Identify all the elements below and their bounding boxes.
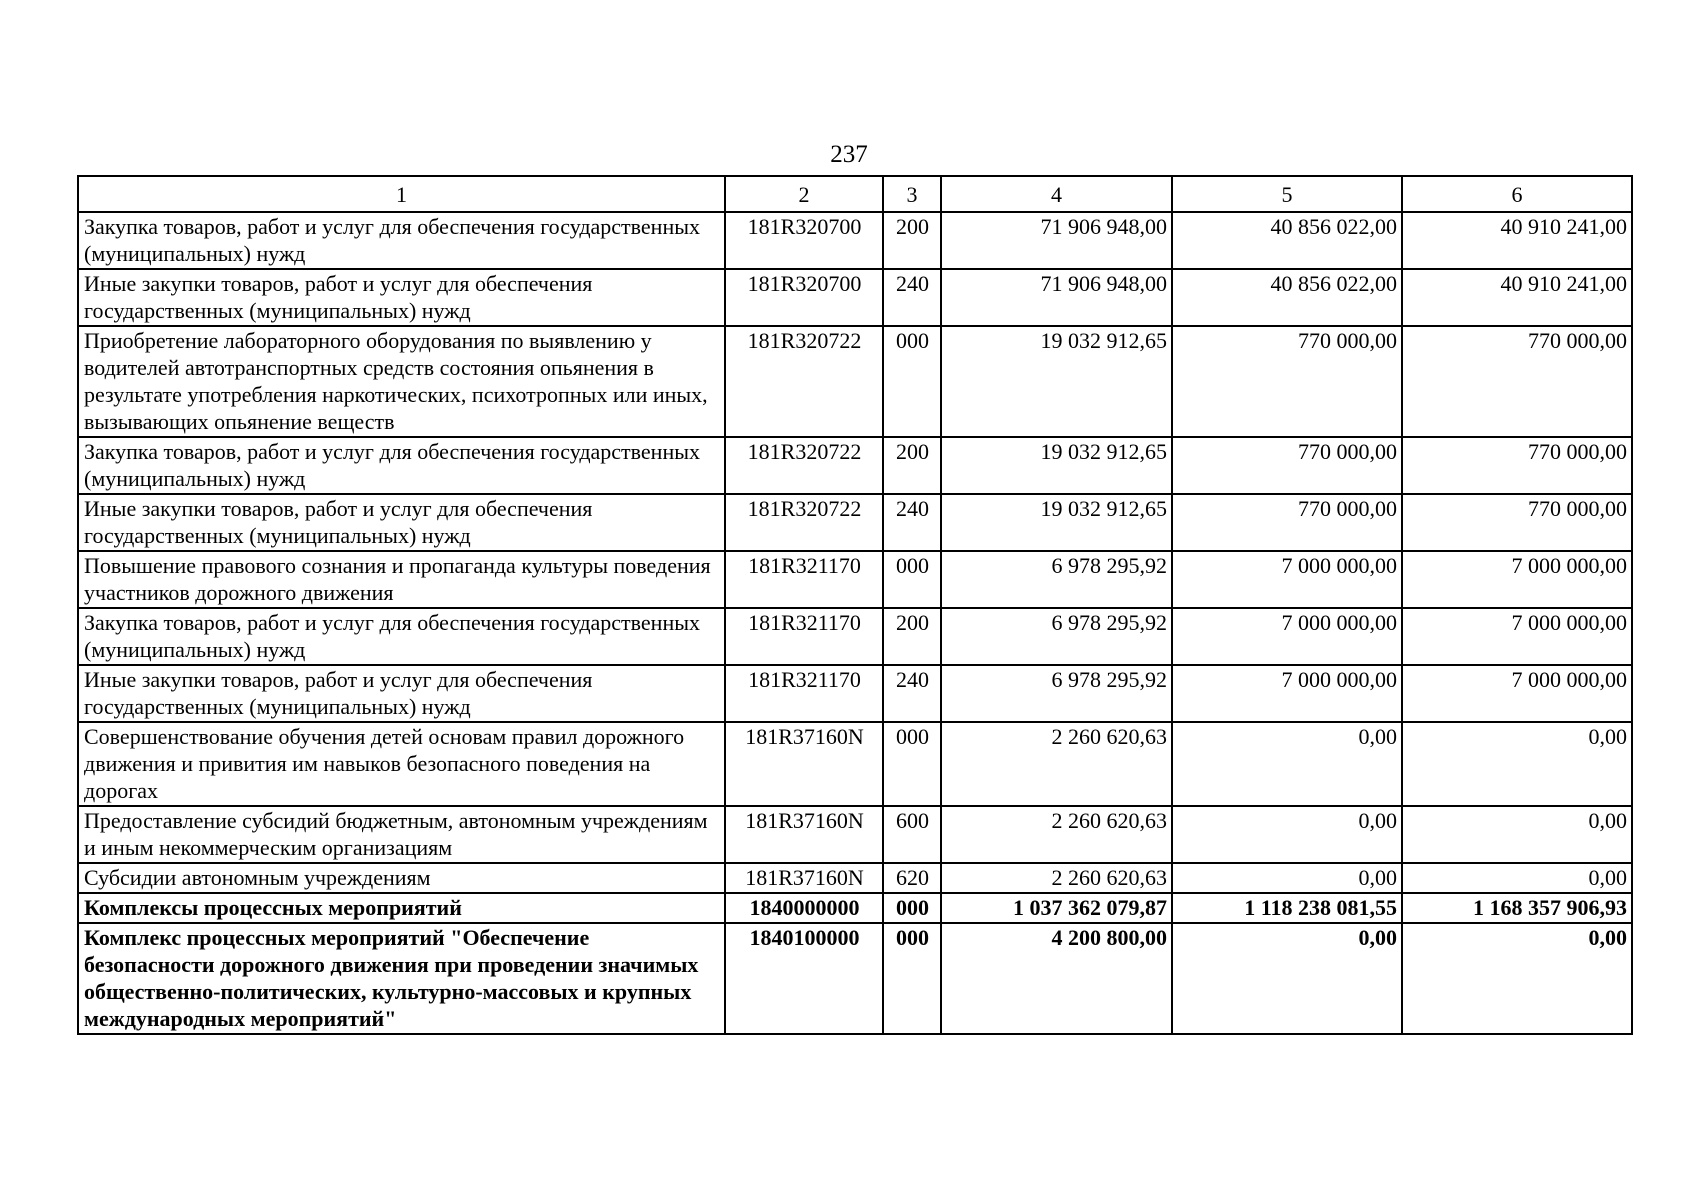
row-value-col6-cell: 7 000 000,00 (1402, 608, 1632, 665)
row-name-cell: Комплекс процессных мероприятий "Обеспечение безопасности дорожного движения при проведении значимых общественно-политических, культурно-массовых и крупных международных мероприятий" (78, 923, 725, 1034)
table-body (78, 212, 1632, 1034)
table-row (78, 551, 1632, 608)
table-row (78, 608, 1632, 665)
row-value-col4-cell: 2 260 620,63 (941, 722, 1172, 806)
row-type-cell: 620 (883, 863, 941, 893)
row-value-col5-cell: 40 856 022,00 (1172, 212, 1402, 269)
row-value-col5-cell: 0,00 (1172, 722, 1402, 806)
row-type-cell: 240 (883, 665, 941, 722)
table-row (78, 863, 1632, 893)
table-row (78, 212, 1632, 269)
row-value-col4-cell: 19 032 912,65 (941, 494, 1172, 551)
row-value-col6-cell: 7 000 000,00 (1402, 551, 1632, 608)
row-value-col4-cell: 71 906 948,00 (941, 269, 1172, 326)
row-code-cell: 1840100000 (725, 923, 883, 1034)
row-type-cell: 240 (883, 494, 941, 551)
row-code-cell: 181R320722 (725, 437, 883, 494)
row-value-col4-cell: 2 260 620,63 (941, 806, 1172, 863)
row-name-cell: Иные закупки товаров, работ и услуг для обеспечения государственных (муниципальных) нужд (78, 269, 725, 326)
row-type-cell: 200 (883, 608, 941, 665)
row-name-cell: Закупка товаров, работ и услуг для обеспечения государственных (муниципальных) нужд (78, 212, 725, 269)
table-row (78, 923, 1632, 1034)
table-row (78, 494, 1632, 551)
row-name-cell: Иные закупки товаров, работ и услуг для обеспечения государственных (муниципальных) нужд (78, 665, 725, 722)
header-row (78, 176, 1632, 212)
row-value-col6-cell: 7 000 000,00 (1402, 665, 1632, 722)
row-value-col5-cell: 0,00 (1172, 863, 1402, 893)
row-value-col4-cell: 4 200 800,00 (941, 923, 1172, 1034)
row-name-cell: Закупка товаров, работ и услуг для обеспечения государственных (муниципальных) нужд (78, 608, 725, 665)
row-code-cell: 1840000000 (725, 893, 883, 923)
row-type-cell: 200 (883, 212, 941, 269)
row-code-cell: 181R321170 (725, 665, 883, 722)
row-value-col4-cell: 19 032 912,65 (941, 326, 1172, 437)
row-type-cell: 240 (883, 269, 941, 326)
row-value-col4-cell: 6 978 295,92 (941, 665, 1172, 722)
row-value-col5-cell: 770 000,00 (1172, 437, 1402, 494)
header-col-2: 2 (725, 176, 883, 212)
row-value-col6-cell: 0,00 (1402, 722, 1632, 806)
table-row (78, 269, 1632, 326)
table-row (78, 806, 1632, 863)
table-row (78, 893, 1632, 923)
table-row (78, 722, 1632, 806)
row-code-cell: 181R321170 (725, 551, 883, 608)
row-value-col4-cell: 71 906 948,00 (941, 212, 1172, 269)
row-code-cell: 181R37160N (725, 863, 883, 893)
row-value-col5-cell: 40 856 022,00 (1172, 269, 1402, 326)
row-value-col5-cell: 770 000,00 (1172, 326, 1402, 437)
header-col-4: 4 (941, 176, 1172, 212)
page-number: 237 (830, 141, 868, 168)
row-type-cell: 000 (883, 722, 941, 806)
row-type-cell: 000 (883, 326, 941, 437)
header-col-3: 3 (883, 176, 941, 212)
row-value-col5-cell: 1 118 238 081,55 (1172, 893, 1402, 923)
row-value-col5-cell: 7 000 000,00 (1172, 551, 1402, 608)
row-code-cell: 181R37160N (725, 806, 883, 863)
row-type-cell: 000 (883, 923, 941, 1034)
row-code-cell: 181R320700 (725, 269, 883, 326)
row-value-col5-cell: 7 000 000,00 (1172, 665, 1402, 722)
row-name-cell: Приобретение лабораторного оборудования по выявлению у водителей автотранспортных средств состояния опьянения в результате употребления наркотических, психотропных или иных, вызывающих опьянение веществ (78, 326, 725, 437)
row-value-col6-cell: 770 000,00 (1402, 326, 1632, 437)
row-type-cell: 000 (883, 893, 941, 923)
row-value-col5-cell: 0,00 (1172, 923, 1402, 1034)
table-row (78, 326, 1632, 437)
header-col-6: 6 (1402, 176, 1632, 212)
row-value-col5-cell: 7 000 000,00 (1172, 608, 1402, 665)
header-col-1: 1 (78, 176, 725, 212)
budget-table (77, 175, 1633, 1035)
row-code-cell: 181R321170 (725, 608, 883, 665)
row-value-col4-cell: 19 032 912,65 (941, 437, 1172, 494)
row-name-cell: Комплексы процессных мероприятий (78, 893, 725, 923)
row-type-cell: 200 (883, 437, 941, 494)
row-name-cell: Субсидии автономным учреждениям (78, 863, 725, 893)
row-value-col4-cell: 2 260 620,63 (941, 863, 1172, 893)
row-code-cell: 181R320722 (725, 494, 883, 551)
row-code-cell: 181R320722 (725, 326, 883, 437)
row-value-col6-cell: 0,00 (1402, 923, 1632, 1034)
row-value-col6-cell: 770 000,00 (1402, 437, 1632, 494)
row-type-cell: 600 (883, 806, 941, 863)
row-value-col6-cell: 40 910 241,00 (1402, 269, 1632, 326)
row-name-cell: Совершенствование обучения детей основам правил дорожного движения и привития им навыков безопасного поведения на дорогах (78, 722, 725, 806)
row-value-col6-cell: 1 168 357 906,93 (1402, 893, 1632, 923)
row-value-col6-cell: 0,00 (1402, 863, 1632, 893)
row-value-col5-cell: 770 000,00 (1172, 494, 1402, 551)
row-value-col4-cell: 6 978 295,92 (941, 608, 1172, 665)
row-code-cell: 181R37160N (725, 722, 883, 806)
row-value-col4-cell: 1 037 362 079,87 (941, 893, 1172, 923)
table-row (78, 437, 1632, 494)
row-value-col5-cell: 0,00 (1172, 806, 1402, 863)
row-value-col6-cell: 40 910 241,00 (1402, 212, 1632, 269)
table-row (78, 665, 1632, 722)
row-name-cell: Предоставление субсидий бюджетным, автономным учреждениям и иным некоммерческим организациям (78, 806, 725, 863)
row-name-cell: Иные закупки товаров, работ и услуг для обеспечения государственных (муниципальных) нужд (78, 494, 725, 551)
row-type-cell: 000 (883, 551, 941, 608)
row-name-cell: Повышение правового сознания и пропаганда культуры поведения участников дорожного движения (78, 551, 725, 608)
row-value-col4-cell: 6 978 295,92 (941, 551, 1172, 608)
row-code-cell: 181R320700 (725, 212, 883, 269)
row-value-col6-cell: 0,00 (1402, 806, 1632, 863)
header-col-5: 5 (1172, 176, 1402, 212)
row-value-col6-cell: 770 000,00 (1402, 494, 1632, 551)
row-name-cell: Закупка товаров, работ и услуг для обеспечения государственных (муниципальных) нужд (78, 437, 725, 494)
